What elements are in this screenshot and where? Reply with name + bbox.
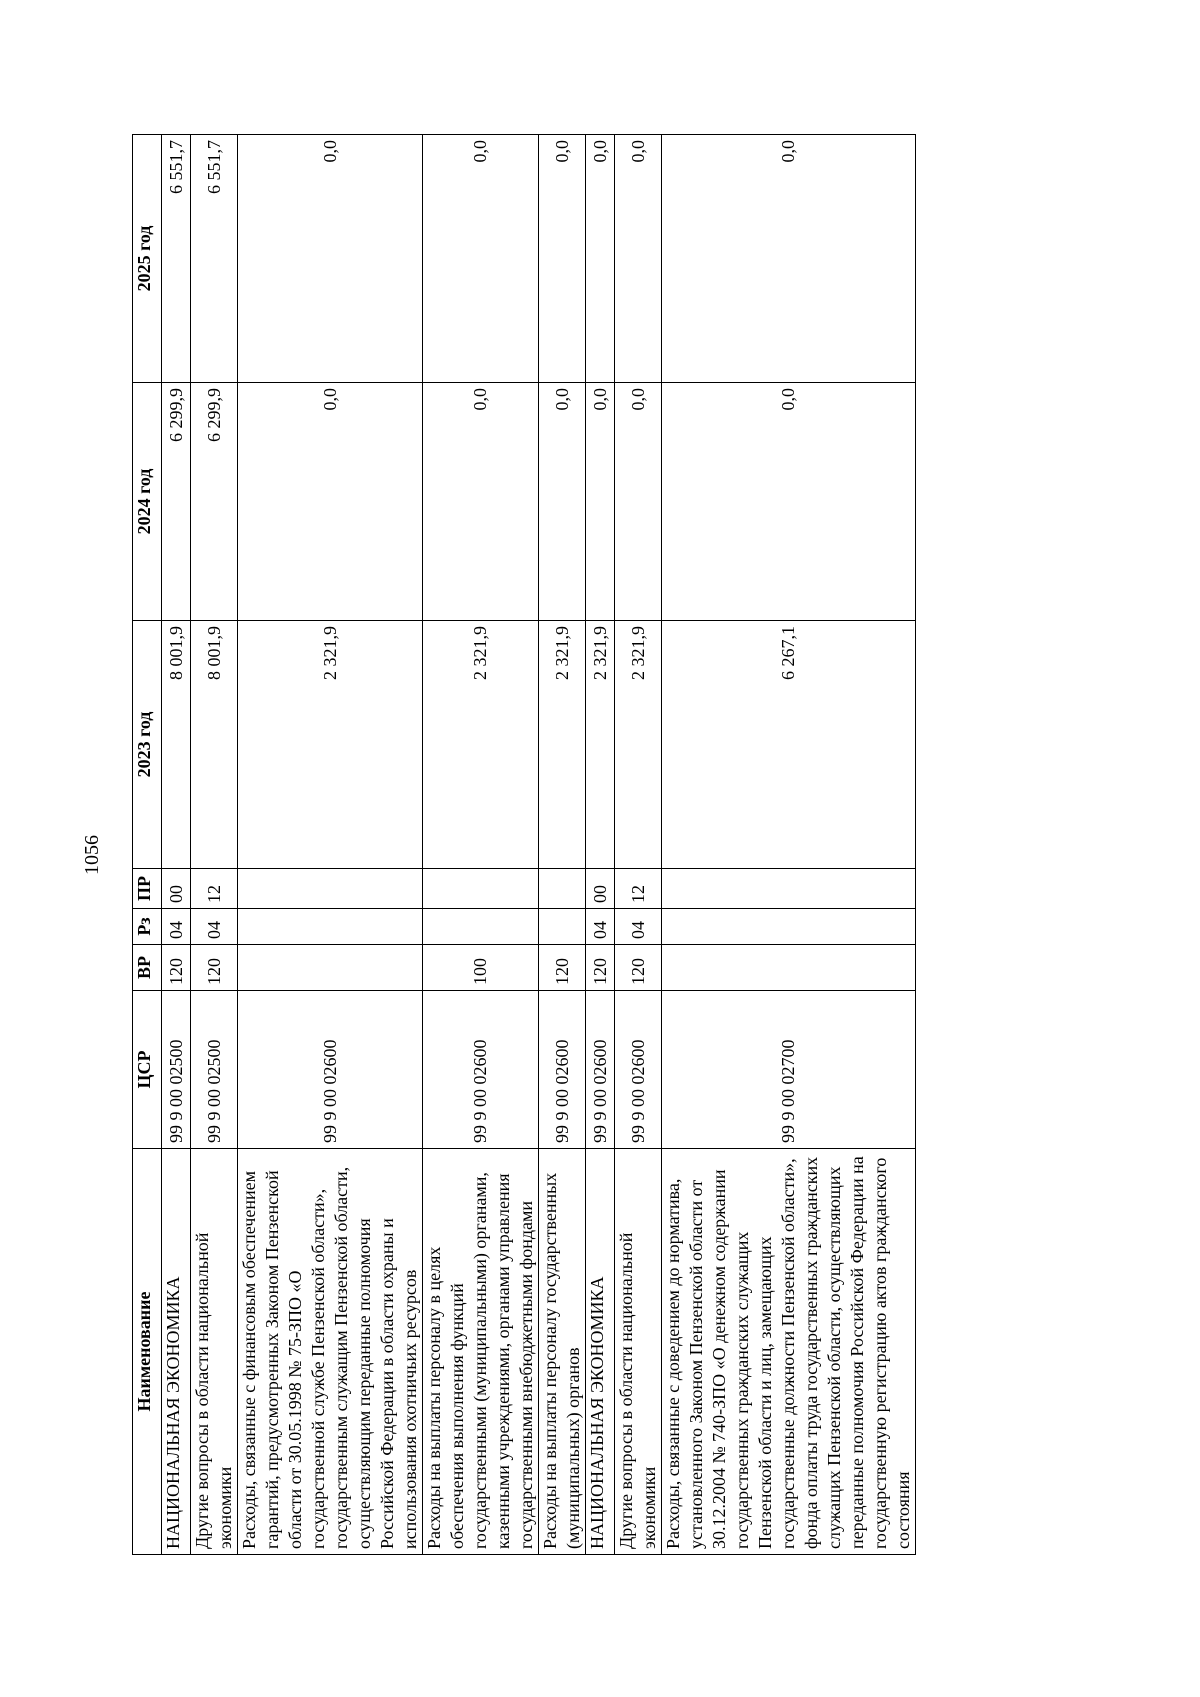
cell-csr: 99 9 00 02500 — [162, 991, 191, 1149]
table-row — [191, 135, 238, 1555]
cell-vr: 120 — [586, 945, 615, 991]
cell-pr: 00 — [586, 869, 615, 909]
cell-2023: 2 321,9 — [423, 621, 539, 869]
table-row — [423, 135, 539, 1555]
table-row — [162, 135, 191, 1555]
cell-2024: 0,0 — [539, 383, 586, 621]
cell-2024: 0,0 — [238, 383, 423, 621]
cell-2025: 0,0 — [615, 135, 662, 383]
cell-name: Расходы на выплаты персоналу в целях обеспечения выполнения функций государственными (муниципальными) органами, казенными учреждениями, органами управления государственными внебюджетными фондами — [423, 1149, 539, 1555]
cell-2024: 6 299,9 — [191, 383, 238, 621]
cell-vr: 120 — [191, 945, 238, 991]
cell-2024: 6 299,9 — [162, 383, 191, 621]
header-2025: 2025 год — [133, 135, 162, 383]
header-2024: 2024 год — [133, 383, 162, 621]
cell-2025: 0,0 — [238, 135, 423, 383]
cell-pr: 12 — [191, 869, 238, 909]
cell-2025: 6 551,7 — [162, 135, 191, 383]
cell-2024: 0,0 — [662, 383, 916, 621]
cell-vr — [238, 945, 423, 991]
cell-2025: 0,0 — [586, 135, 615, 383]
cell-2023: 2 321,9 — [539, 621, 586, 869]
cell-2024: 0,0 — [586, 383, 615, 621]
cell-pr — [238, 869, 423, 909]
cell-vr: 100 — [423, 945, 539, 991]
cell-csr: 99 9 00 02600 — [615, 991, 662, 1149]
cell-name: Расходы, связанные с доведением до норматива, установленного Законом Пензенской области от 30.12.2004 № 740-ЗПО «О денежном содержании государственных гражданских служащих Пензенской области и лиц, замещающих государственные должности Пензенской области», фонда оплаты труда государственных гражданских служащих Пензенской области, осуществляющих переданные полномочия Российской Федерации на государственную регистрацию актов гражданского состояния — [662, 1149, 916, 1555]
cell-2024: 0,0 — [615, 383, 662, 621]
page-number: 1056 — [81, 835, 103, 875]
cell-pr — [423, 869, 539, 909]
header-2023: 2023 год — [133, 621, 162, 869]
cell-2025: 0,0 — [539, 135, 586, 383]
cell-rz — [539, 909, 586, 945]
cell-csr: 99 9 00 02500 — [191, 991, 238, 1149]
cell-vr: 120 — [539, 945, 586, 991]
cell-2023: 2 321,9 — [238, 621, 423, 869]
cell-vr: 120 — [162, 945, 191, 991]
cell-pr — [662, 869, 916, 909]
budget-table — [132, 134, 916, 1555]
cell-rz: 04 — [586, 909, 615, 945]
cell-name: Расходы, связанные с финансовым обеспечением гарантий, предусмотренных Законом Пензенской области от 30.05.1998 № 75-ЗПО «О государственной службе Пензенской области», государственным служащим Пензенской области, осуществляющим переданные полномочия Российской Федерации в области охраны и использования охотничьих ресурсов — [238, 1149, 423, 1555]
table-row — [662, 135, 916, 1555]
cell-name: НАЦИОНАЛЬНАЯ ЭКОНОМИКА — [586, 1149, 615, 1555]
cell-pr: 12 — [615, 869, 662, 909]
table-header-row — [133, 135, 162, 1555]
cell-rz: 04 — [615, 909, 662, 945]
cell-2023: 2 321,9 — [615, 621, 662, 869]
cell-name: Расходы на выплаты персоналу государственных (муниципальных) органов — [539, 1149, 586, 1555]
cell-name: НАЦИОНАЛЬНАЯ ЭКОНОМИКА — [162, 1149, 191, 1555]
header-rz: Рз — [133, 909, 162, 945]
header-vr: ВР — [133, 945, 162, 991]
table-row — [539, 135, 586, 1555]
cell-vr — [662, 945, 916, 991]
budget-table-container — [132, 135, 950, 1555]
cell-2023: 8 001,9 — [191, 621, 238, 869]
cell-pr: 00 — [162, 869, 191, 909]
cell-pr — [539, 869, 586, 909]
cell-vr: 120 — [615, 945, 662, 991]
cell-csr: 99 9 00 02600 — [238, 991, 423, 1149]
cell-name: Другие вопросы в области национальной экономики — [615, 1149, 662, 1555]
cell-2025: 0,0 — [662, 135, 916, 383]
table-row — [615, 135, 662, 1555]
header-pr: ПР — [133, 869, 162, 909]
cell-rz — [662, 909, 916, 945]
cell-rz — [423, 909, 539, 945]
header-name: Наименование — [133, 1149, 162, 1555]
cell-2023: 8 001,9 — [162, 621, 191, 869]
cell-csr: 99 9 00 02600 — [539, 991, 586, 1149]
cell-rz — [238, 909, 423, 945]
table-row — [586, 135, 615, 1555]
cell-2023: 2 321,9 — [586, 621, 615, 869]
cell-2025: 0,0 — [423, 135, 539, 383]
cell-rz: 04 — [191, 909, 238, 945]
table-row — [238, 135, 423, 1555]
cell-rz: 04 — [162, 909, 191, 945]
header-csr: ЦСР — [133, 991, 162, 1149]
cell-2025: 6 551,7 — [191, 135, 238, 383]
cell-csr: 99 9 00 02600 — [586, 991, 615, 1149]
cell-2023: 6 267,1 — [662, 621, 916, 869]
cell-2024: 0,0 — [423, 383, 539, 621]
cell-csr: 99 9 00 02600 — [423, 991, 539, 1149]
cell-csr: 99 9 00 02700 — [662, 991, 916, 1149]
cell-name: Другие вопросы в области национальной экономики — [191, 1149, 238, 1555]
